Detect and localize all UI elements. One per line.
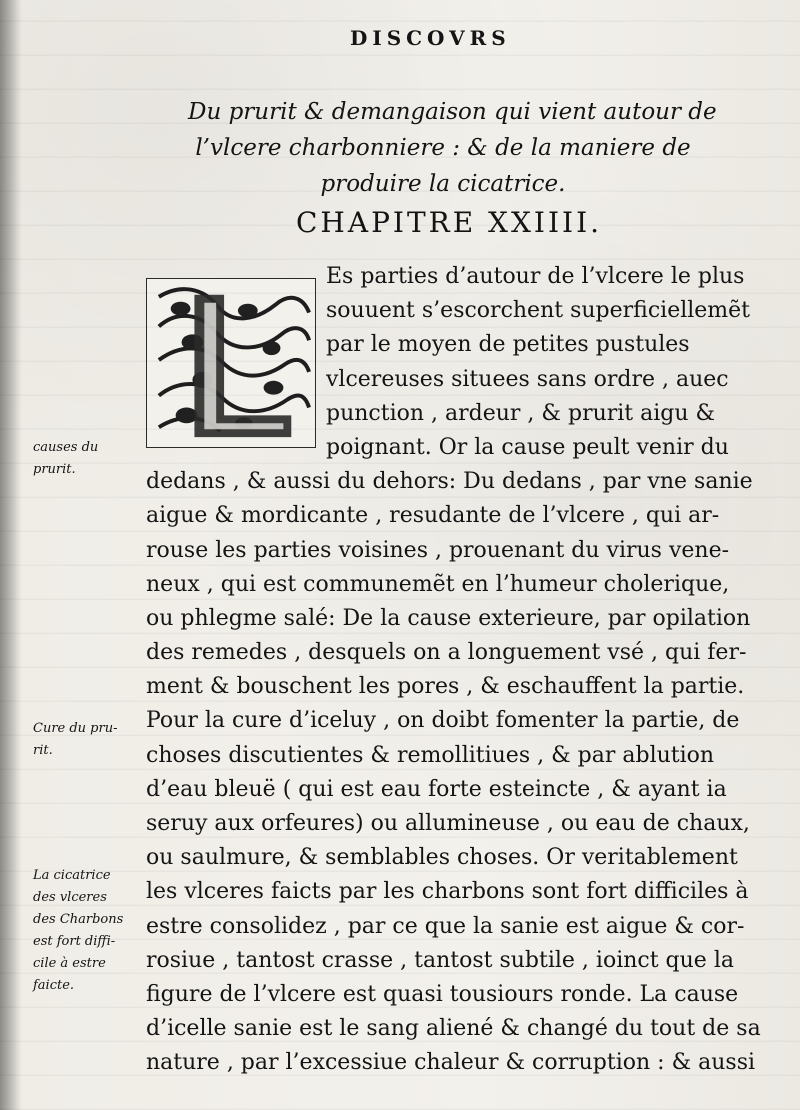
text-line-7: dedans , & aussi du dehors: Du dedans , par vne sanie: [146, 469, 753, 495]
text-line-15: choses discutientes & remollitiues , & par ablution: [146, 742, 715, 768]
text-line-14: Pour la cure d’iceluy , on doibt fomenter la partie, de: [146, 708, 740, 734]
margin-note-line: des vlceres: [33, 890, 107, 905]
margin-note-line: prurit.: [33, 462, 76, 477]
text-line-9: rouse les parties voisines , prouenant du virus vene-: [146, 537, 730, 563]
text-line-11: ou phlegme salé: De la cause exterieure, par opilation: [146, 605, 751, 631]
margin-note-line: est fort diffi-: [33, 934, 116, 949]
text-line-12: des remedes , desquels on a longuement vsé , qui fer-: [146, 640, 747, 666]
page-gutter-shadow: [0, 0, 22, 1110]
text-line-3: par le moyen de petites pustules: [326, 332, 690, 358]
text-line-23: d’icelle sanie est le sang aliené & changé du tout de sa: [146, 1016, 761, 1042]
margin-note-causes: [33, 437, 143, 481]
text-line-1: Es parties d’autour de l’vlcere le plus: [326, 264, 745, 289]
text-line-16: d’eau bleuë ( qui est eau forte esteincte , & ayant ia: [146, 776, 727, 802]
margin-note-line: faicte.: [33, 978, 75, 993]
chapter-title: [188, 94, 717, 202]
margin-note-line: La cicatrice: [33, 868, 111, 883]
text-line-19: les vlceres faicts par les charbons sont fort difficiles à: [146, 879, 749, 905]
margin-note-line: cile à estre: [33, 956, 106, 971]
text-line-2: souuent s’escorchent superficiellemẽt: [326, 298, 751, 324]
text-line-20: estre consolidez , par ce que la sanie est aigue & cor-: [146, 913, 745, 939]
margin-note-cicatrice: [33, 865, 143, 997]
margin-note-line: Cure du pru-: [33, 721, 118, 736]
text-line-18: ou saulmure, & semblables choses. Or veritablement: [146, 845, 738, 871]
text-line-13: ment & bouschent les pores , & eschauffent la partie.: [146, 674, 745, 700]
margin-note-cure: [33, 718, 143, 762]
chapter-title-line-2: l’vlcere charbonniere : & de la maniere de: [195, 135, 691, 161]
margin-note-line: rit.: [33, 743, 53, 758]
main-text-block: [146, 260, 766, 1080]
margin-note-line: causes du: [33, 440, 99, 455]
text-line-22: figure de l’vlcere est quasi tousiours ronde. La cause: [146, 981, 739, 1007]
text-line-8: aigue & mordicante , resudante de l’vlcere , qui ar-: [146, 503, 720, 529]
text-line-4: vlcereuses situees sans ordre , auec: [326, 366, 729, 392]
chapter-title-line-1: Du prurit & demangaison qui vient autour de: [188, 99, 717, 125]
text-line-10: neux , qui est communemẽt en l’humeur cholerique,: [146, 571, 730, 597]
text-line-24: nature , par l’excessiue chaleur & corruption : & aussi: [146, 1050, 756, 1076]
text-line-6: poignant. Or la cause peult venir du: [326, 434, 729, 460]
text-line-21: rosiue , tantost crasse , tantost subtile , ioinct que la: [146, 947, 734, 973]
running-head: DISCOVRS: [350, 26, 511, 50]
chapter-label: CHAPITRE XXIIII.: [296, 206, 603, 239]
text-line-17: seruy aux orfeures) ou allumineuse , ou eau de chaux,: [146, 811, 750, 836]
text-line-5: punction , ardeur , & prurit aigu &: [326, 400, 716, 426]
chapter-title-line-3: produire la cicatrice.: [320, 171, 566, 197]
margin-note-line: des Charbons: [33, 912, 124, 927]
